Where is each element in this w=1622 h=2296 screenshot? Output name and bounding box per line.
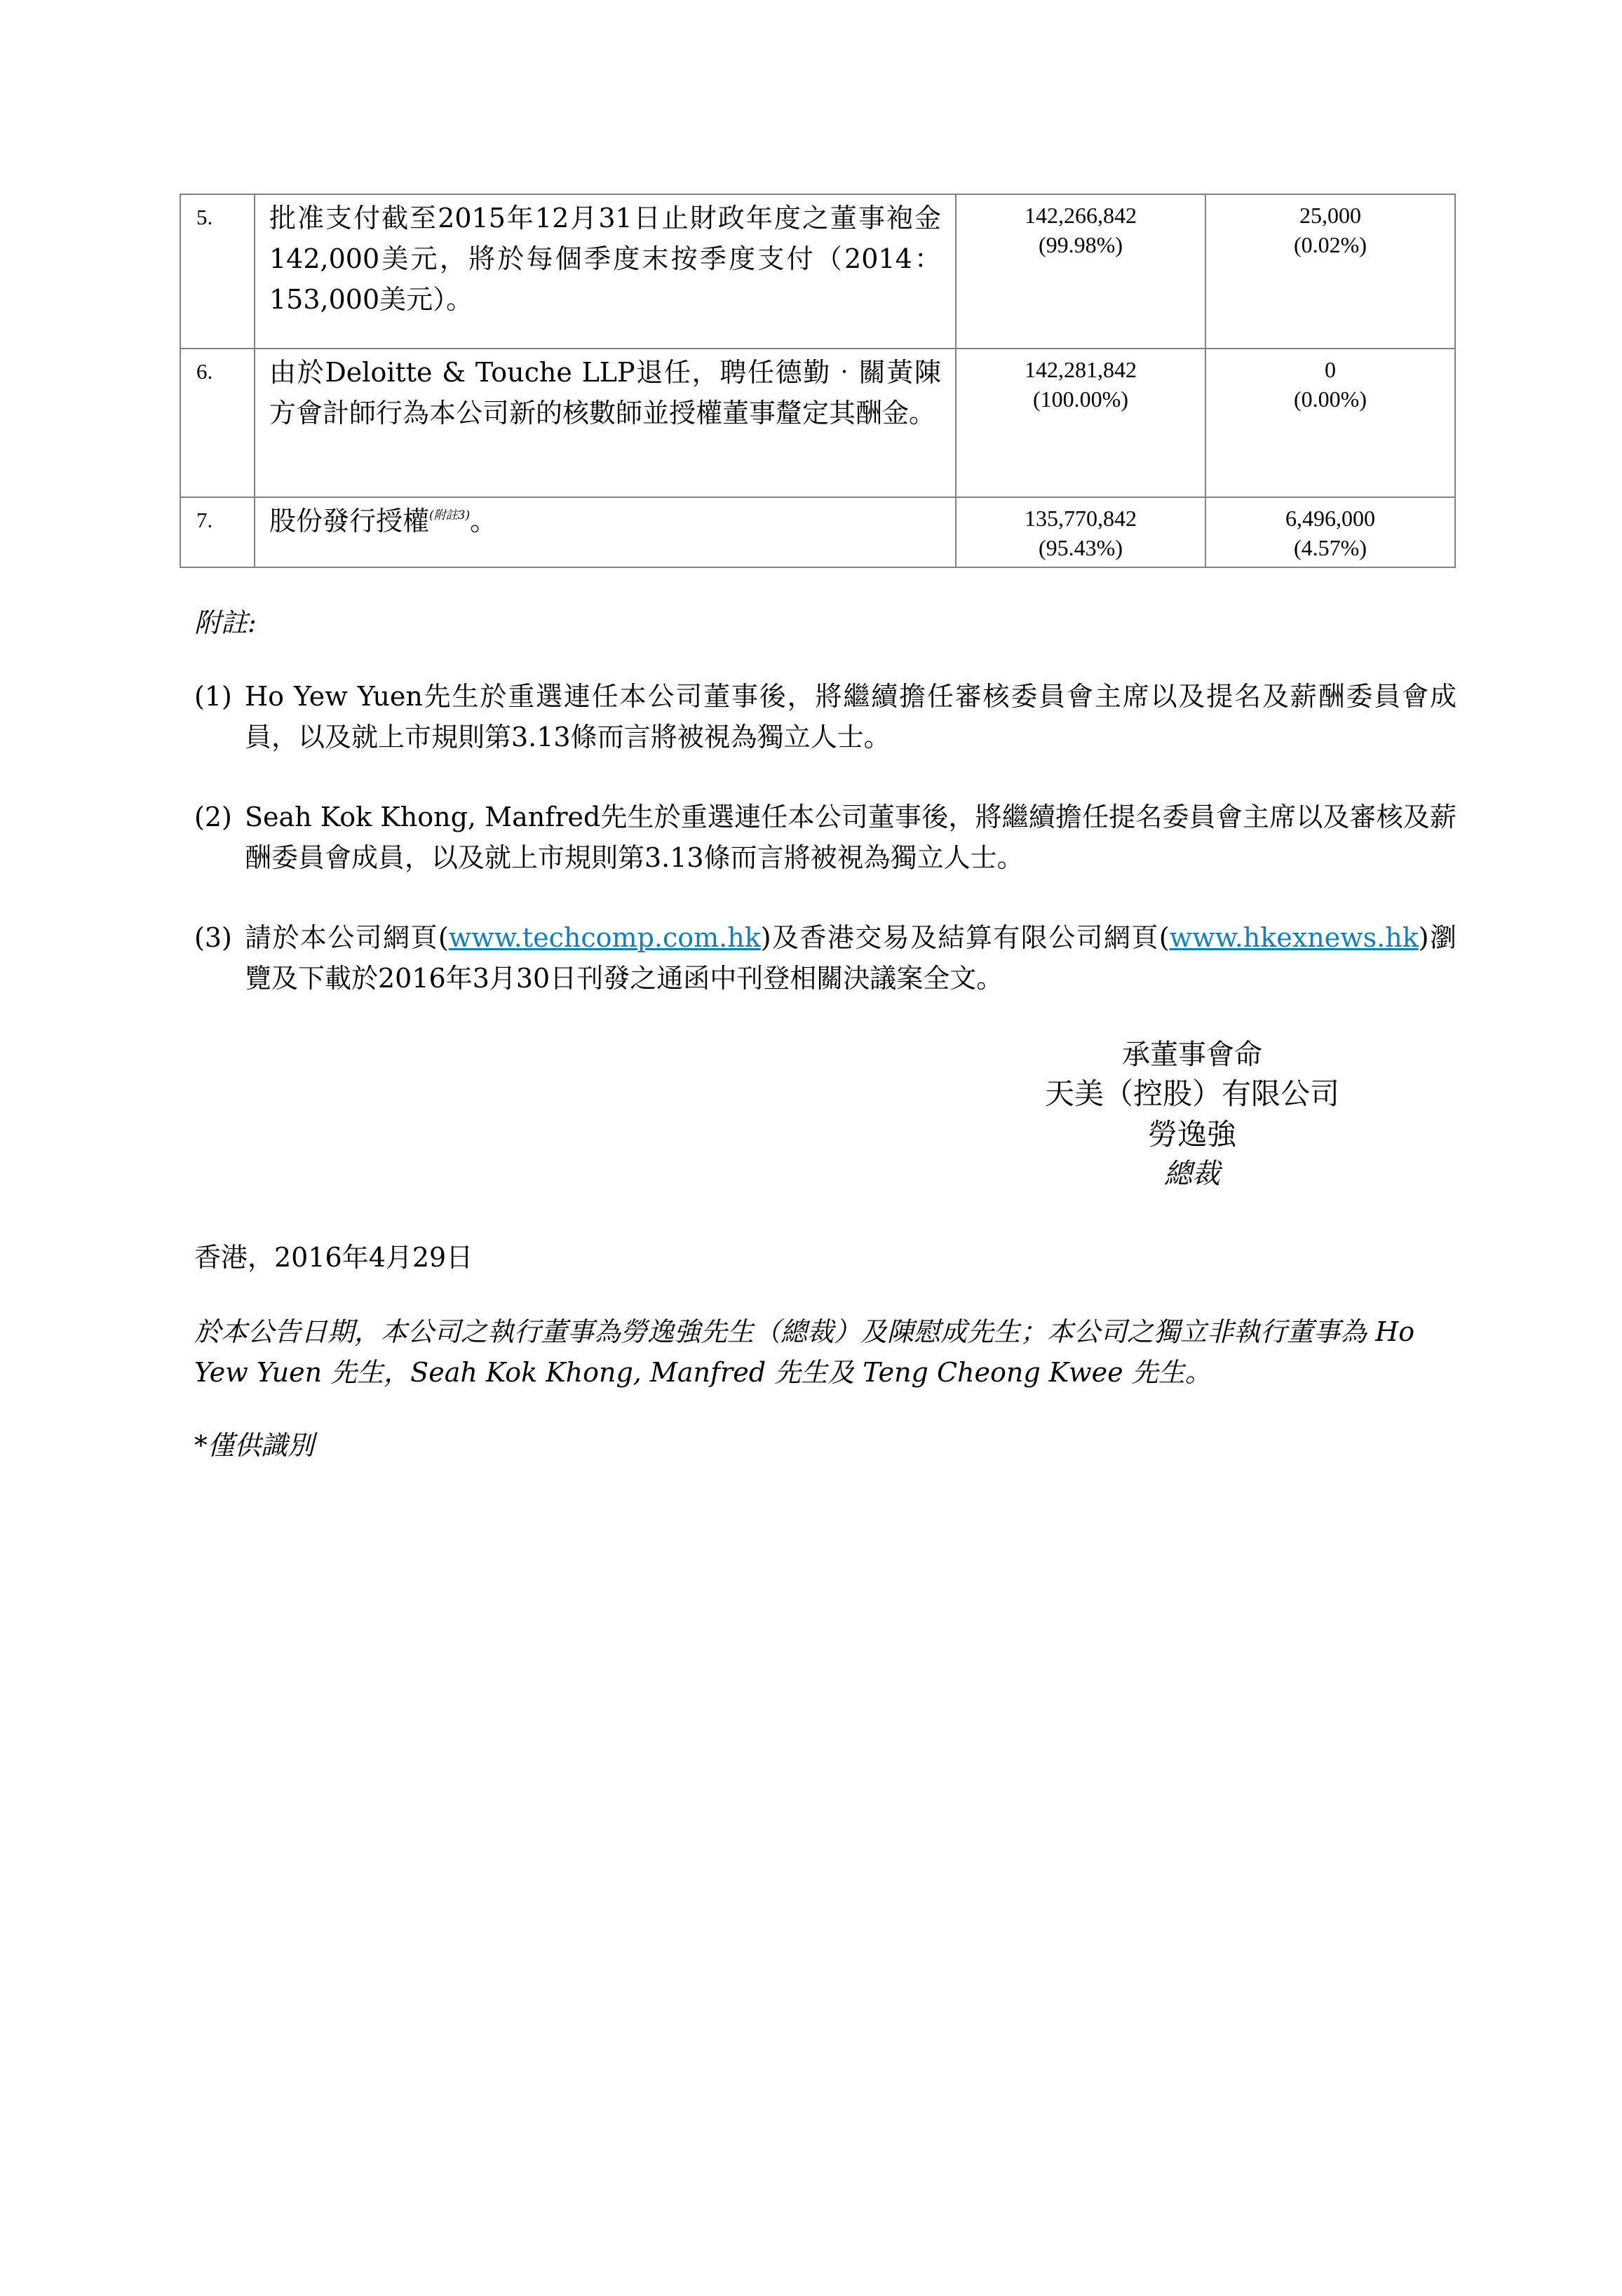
directors-statement: 於本公告日期，本公司之執行董事為勞逸強先生（總裁）及陳慰成先生；本公司之獨立非執行董事為 Ho Yew Yuen 先生，Seah Kok Khong, Manfred 先生及 Teng Cheong Kwee 先生。 <box>194 1316 1415 1388</box>
resolution-description: 由於Deloitte & Touche LLP退任，聘任德勤‧關黃陳方會計師行為本公司新的核數師並授權董事釐定其酬金。 <box>269 357 941 428</box>
for-votes-count: 135,770,842 <box>1025 506 1137 531</box>
for-votes-percent: (100.00%) <box>1033 386 1128 412</box>
note-text-part: )瀏覽及下載於2016年3月30日刊發之通函中刊登相關決議案全文。 <box>245 922 1457 994</box>
resolution-number: 6. <box>196 359 213 384</box>
note-item <box>194 676 1457 757</box>
resolution-number: 7. <box>196 508 213 532</box>
note-number: (1) <box>194 681 232 712</box>
for-votes <box>957 498 1205 562</box>
table-row <box>180 194 1455 349</box>
against-votes <box>1206 498 1454 562</box>
against-votes <box>1206 195 1454 259</box>
against-votes-count: 0 <box>1325 357 1336 382</box>
resolution-text-end: 。 <box>470 506 497 536</box>
note-item <box>194 917 1457 999</box>
against-votes-percent: (0.02%) <box>1294 232 1367 257</box>
for-votes-count: 142,266,842 <box>1025 203 1137 228</box>
against-votes-count: 25,000 <box>1299 203 1361 228</box>
for-votes <box>957 349 1205 414</box>
resolution-text: 股份發行授權 <box>269 506 430 536</box>
company-website-link[interactable]: www.techcomp.com.hk <box>448 922 761 953</box>
resolution-description <box>255 498 955 541</box>
against-votes-percent: (4.57%) <box>1294 535 1367 560</box>
note-reference: (附註3) <box>429 508 471 522</box>
resolutions-table <box>180 194 1456 568</box>
against-votes-percent: (0.00%) <box>1294 386 1367 412</box>
notes-heading: 附註: <box>194 607 257 638</box>
note-text <box>245 917 1457 999</box>
signature-name: 勞逸強 <box>1147 1117 1236 1152</box>
identification-note: *僅供識別 <box>194 1430 315 1461</box>
for-votes-percent: (99.98%) <box>1039 232 1123 257</box>
date-line: 香港，2016年4月29日 <box>194 1242 473 1273</box>
for-votes-percent: (95.43%) <box>1039 535 1123 560</box>
signature-title: 總裁 <box>1164 1158 1220 1190</box>
table-row <box>180 349 1455 497</box>
note-text: Seah Kok Khong, Manfred先生於重選連任本公司董事後，將繼續擔任提名委員會主席以及審核及薪酬委員會成員，以及就上市規則第3.13條而言將被視為獨立人士。 <box>245 802 1457 873</box>
hkex-website-link[interactable]: www.hkexnews.hk <box>1169 922 1419 953</box>
note-text-part: )及香港交易及結算有限公司網頁( <box>760 922 1170 953</box>
note-item <box>194 797 1457 878</box>
signature-by-order: 承董事會命 <box>1122 1039 1262 1071</box>
resolution-number: 5. <box>196 205 213 229</box>
against-votes-count: 6,496,000 <box>1285 506 1375 531</box>
for-votes-count: 142,281,842 <box>1025 357 1137 382</box>
table-row <box>180 497 1455 567</box>
resolution-description: 批准支付截至2015年12月31日止財政年度之董事袍金142,000美元，將於每個季度末按季度支付（2014：153,000美元）。 <box>269 203 941 315</box>
note-text: Ho Yew Yuen先生於重選連任本公司董事後，將繼續擔任審核委員會主席以及提名及薪酬委員會成員，以及就上市規則第3.13條而言將被視為獨立人士。 <box>245 681 1457 752</box>
note-number: (2) <box>194 802 232 832</box>
for-votes <box>957 195 1205 259</box>
note-text-part: 請於本公司網頁( <box>245 922 449 953</box>
signature-company: 天美（控股）有限公司 <box>1044 1076 1339 1111</box>
note-number: (3) <box>194 922 232 953</box>
against-votes <box>1206 349 1454 414</box>
